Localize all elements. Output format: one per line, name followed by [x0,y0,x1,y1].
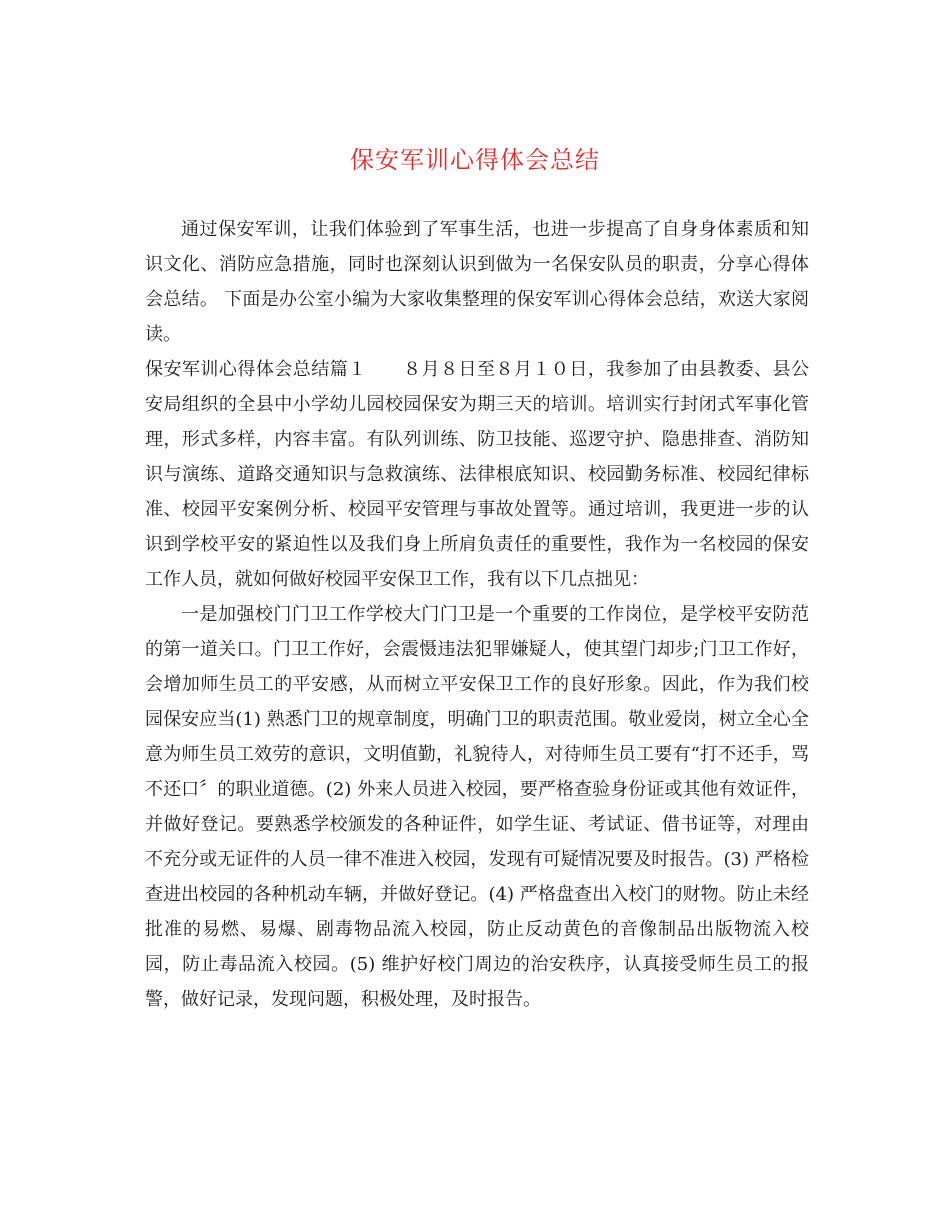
section-1-paragraph [145,352,809,597]
document-title: 保安军训心得体会总结 [350,146,600,174]
gate-duty-paragraph: 一是加强校门门卫工作学校大门门卫是一个重要的工作岗位，是学校平安防范的第一道关口。门卫工作好，会震慑违法犯罪嫌疑人，使其望门却步;门卫工作好，会增加师生员工的平安感，从而树立平安保卫工作的良好形象。因此，作为我们校园保安应当(1) 熟悉门卫的规章制度，明确门卫的职责范围。敬业爱岗，树立全心全意为师生员工效劳的意识，文明值勤，礼貌待人，对待师生员工要有“打不还手，骂不还口〞的职业道德。(2) 外来人员进入校园，要严格查验身份证或其他有效证件，并做好登记。要熟悉学校颁发的各种证件，如学生证、考试证、借书证等，对理由不充分或无证件的人员一律不准进入校园，发现有可疑情况要及时报告。(3) 严格检查进出校园的各种机动车辆，并做好登记。(4) 严格盘查出入校门的财物。防止未经批准的易燃、易爆、剧毒物品流入校园，防止反动黄色的音像制品出版物流入校园，防止毒品流入校园。(5) 维护好校门周边的治安秩序，认真接受师生员工的报警，做好记录，发现问题，积极处理，及时报告。 [145,604,809,1010]
section-1-text: ８月８日至８月１０日，我参加了由县教委、县公安局组织的全县中小学幼儿园校园保安为期三天的培训。培训实行封闭式军事化管理，形式多样，内容丰富。有队列训练、防卫技能、巡逻守护、隐患排查、消防知识与演练、道路交通知识与急救演练、法律根底知识、校园勤务标准、校园纪律标准、校园平安案例分析、校园平安管理与事故处置等。通过培训，我更进一步的认识到学校平安的紧迫性以及我们身上所肩负责任的重要性，我作为一名校园的保安工作人员，就如何做好校园平安保卫工作，我有以下几点拙见： [145,359,810,590]
section-1-heading: 保安军训心得体会总结篇１ [145,359,367,380]
document-body [145,212,809,1017]
intro-paragraph: 通过保安军训，让我们体验到了军事生活，也进一步提高了自身身体素质和知识文化、消防应急措施，同时也深刻认识到做为一名保安队员的职责，分享心得体会总结。 下面是办公室小编为大家收集整理的保安军训心得体会总结，欢送大家阅读。 [145,219,809,345]
